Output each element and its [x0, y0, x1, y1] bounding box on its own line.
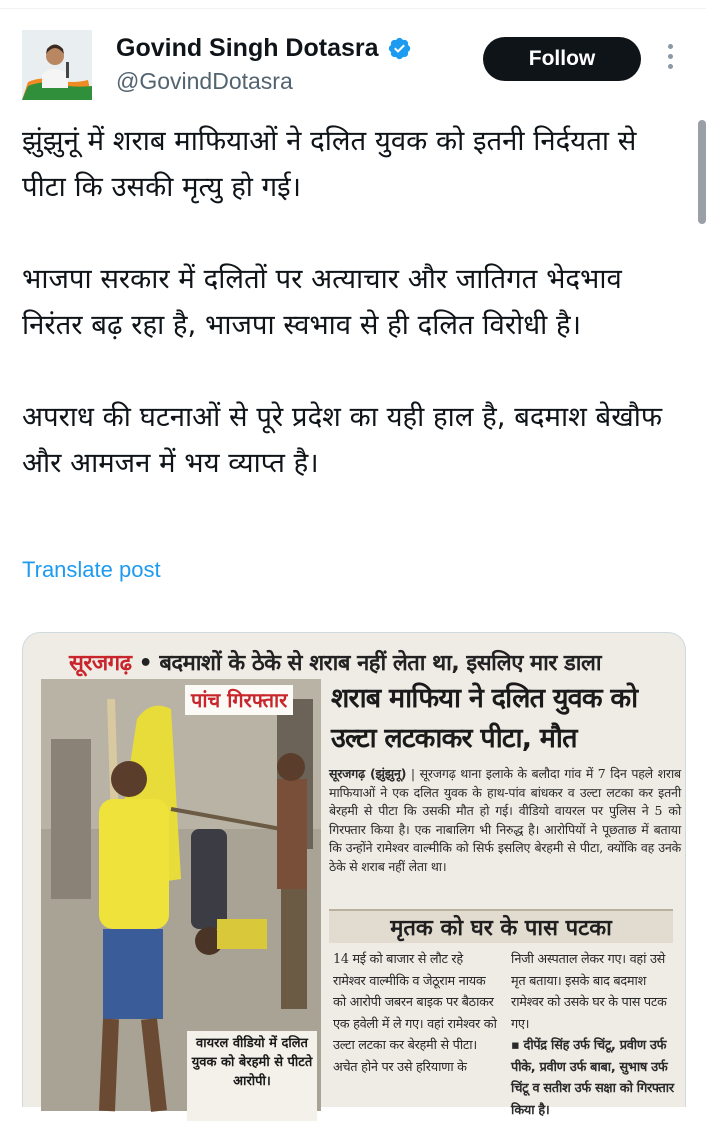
post-header	[22, 30, 682, 100]
story-text: | सूरजगढ़ थाना इलाके के बलौदा गांव में 7 दिन पहले शराब माफियाओं ने एक दलित युवक के हाथ-पांव बांधकर व उल्टा लटका कर इतनी बेरहमी से पीटा कि उसकी मौत हो गई। वीडियो वायरल पर पुलिस ने 5 को गिरफ्तार किया है। एक नाबालिग भी निरुद्ध है। आरोपियों ने पूछताछ में बताया कि उन्होंने रामेश्वर वाल्मीकि को सिर्फ इसलिए बेरहमी से पीटा, क्योंकि वह उनके ठेके से शराब नहीं लेता था।	[329, 766, 681, 874]
display-name[interactable]: Govind Singh Dotasra	[116, 34, 379, 62]
translate-post-link[interactable]: Translate post	[22, 557, 161, 582]
clipping-main-headline: शराब माफिया ने दलित युवक को उल्टा लटकाकर पीटा, मौत	[331, 683, 638, 754]
verified-badge-icon	[387, 36, 412, 61]
clipping-sub-headline: मृतक को घर के पास पटका	[329, 909, 673, 943]
avatar[interactable]	[22, 30, 92, 100]
post-body	[22, 118, 687, 486]
clipping-story	[329, 765, 681, 877]
name-row	[116, 34, 412, 63]
arrested-names: ▪ दीपेंद्र सिंह उर्फ चिंटू, प्रवीण उर्फ पीके, प्रवीण उर्फ बाबा, सुभाष उर्फ चिंटू व सतीश उर्फ सक्षा को गिरफ्तार किया है।	[511, 1038, 674, 1118]
top-divider	[0, 8, 706, 9]
clipping-top-headline-text: • बदमाशों के ठेके से शराब नहीं लेता था, इसलिए मार डाला	[131, 651, 602, 676]
post-paragraph: भाजपा सरकार में दलितों पर अत्याचार और जातिगत भेदभाव निरंतर बढ़ रहा है, भाजपा स्वभाव से ही दलित विरोधी है।	[22, 263, 622, 341]
scrollbar-thumb[interactable]	[698, 120, 706, 224]
column-right-text: निजी अस्पताल लेकर गए। वहां उसे मृत बताया। इसके बाद बदमाश रामेश्वर को उसके घर के पास पटक गए।	[511, 952, 667, 1032]
follow-button[interactable]: Follow	[483, 37, 641, 81]
clipping-top-headline	[69, 647, 669, 677]
post-media-image[interactable]	[22, 632, 686, 1118]
post-paragraph: अपराध की घटनाओं से पूरे प्रदेश का यही हाल है, बदमाश बेखौफ और आमजन में भय व्याप्त है।	[22, 401, 663, 479]
clipping-photo	[41, 679, 321, 1111]
clipping-place: सूरजगढ़	[69, 651, 132, 676]
clipping-column-left: 14 मई को बाजार से लौट रहे रामेश्वर वाल्मीकि व जेठूराम नायक को आरोपी जबरन बाइक पर बैठाकर एक हवेली में ले गए। वहां रामेश्वर को उल्टा लटका कर बेरहमी से पीटा। अचेत होने पर उसे हरियाणा के	[333, 952, 497, 1075]
handle[interactable]: @GovindDotasra	[116, 68, 293, 94]
photo-caption: वायरल वीडियो में दलित युवक को बेरहमी से पीटते आरोपी।	[187, 1031, 317, 1121]
story-dateline: सूरजगढ़ (झुंझुनू)	[329, 766, 407, 781]
clipping-column-right	[511, 949, 681, 1121]
more-vertical-icon[interactable]	[664, 44, 676, 74]
post-paragraph: झुंझुनूं में शराब माफियाओं ने दलित युवक को इतनी निर्दयता से पीटा कि उसकी मृत्यु हो गई।	[22, 125, 637, 203]
avatar-image	[22, 30, 92, 100]
arrest-tag: पांच गिरफ्तार	[185, 685, 293, 715]
